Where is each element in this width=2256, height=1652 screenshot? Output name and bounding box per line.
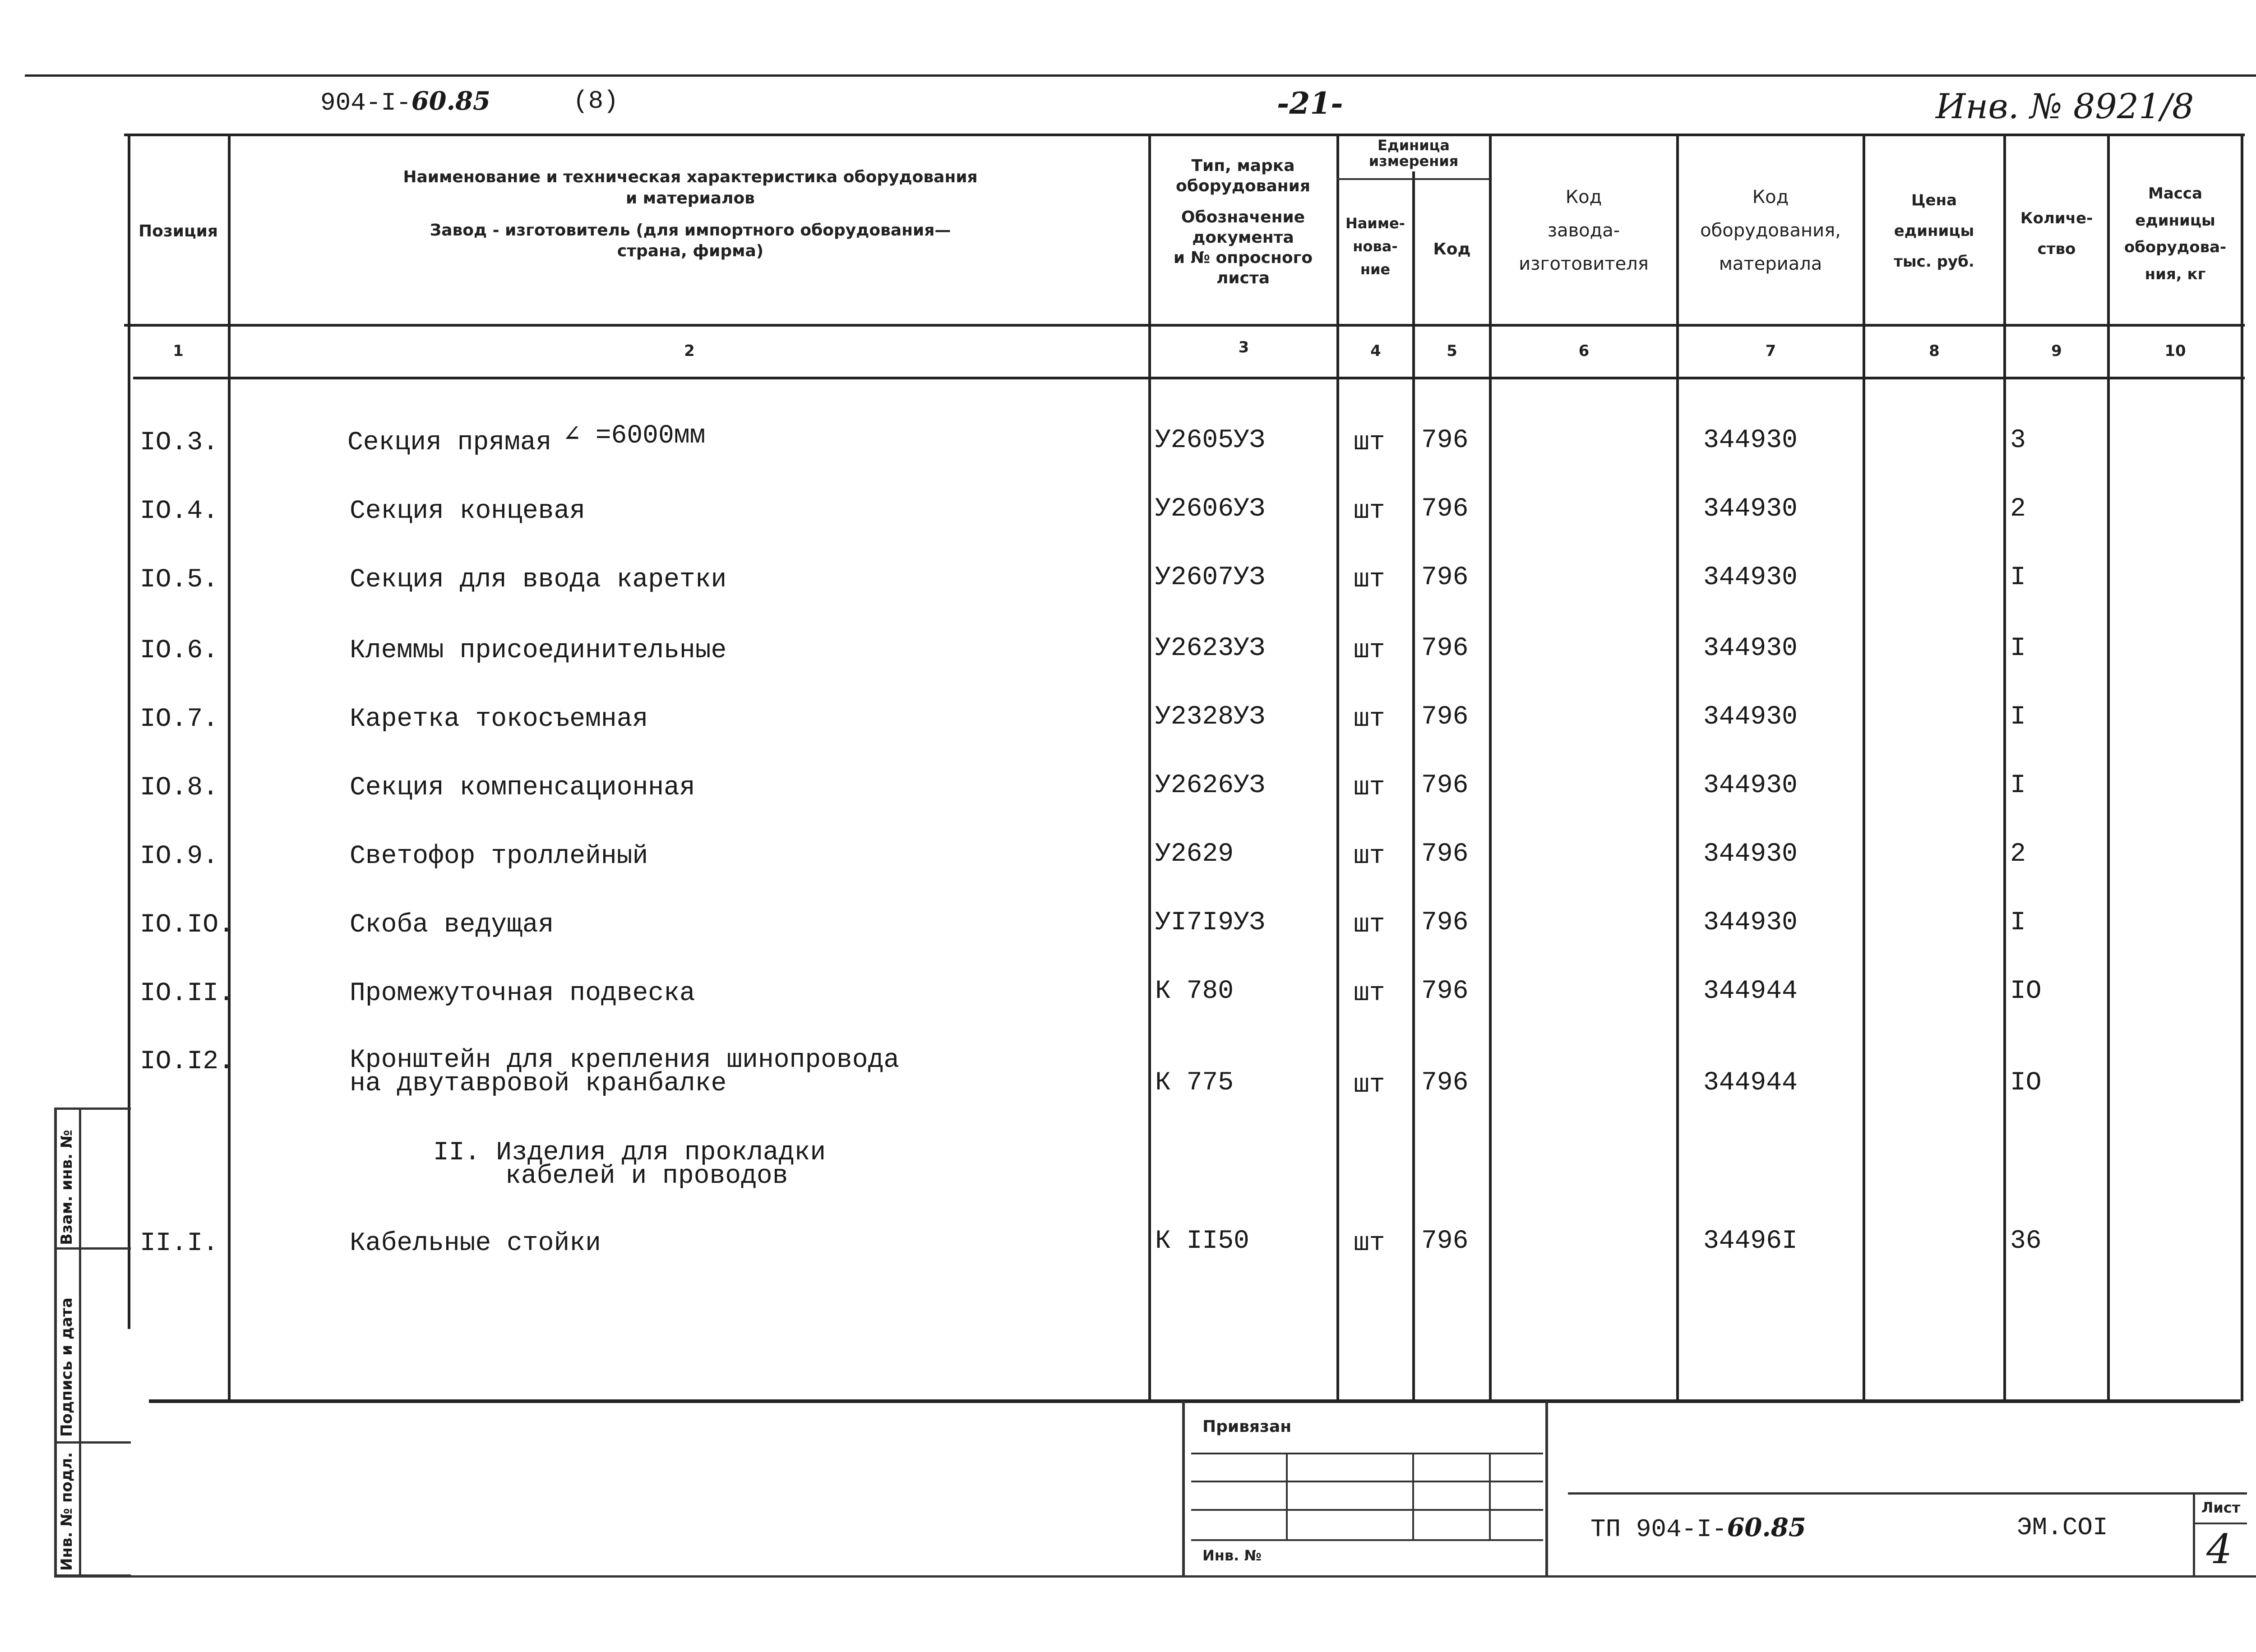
row-equipment-code: 344930 <box>1703 634 1798 663</box>
row-unit: шт <box>1354 979 1385 1008</box>
tp-designation: ТП 904-I-60.85 <box>1590 1513 1806 1544</box>
row-name: Секция прямая <box>347 428 552 457</box>
row-type: У2607УЗ <box>1155 563 1265 592</box>
row-type: У2606УЗ <box>1155 494 1265 524</box>
row-position: IO.6. <box>140 636 219 665</box>
row-position: II.I. <box>140 1229 219 1258</box>
row-unit: шт <box>1354 910 1385 940</box>
row-position: IO.7. <box>140 705 219 734</box>
row-type: К 775 <box>1155 1068 1234 1098</box>
row-name-length: ∠ =6000мм <box>564 421 706 451</box>
col-line-10 <box>2241 134 2243 1401</box>
col-number-5: 5 <box>1447 342 1457 360</box>
row-unit-code: 796 <box>1421 426 1469 455</box>
row-unit: шт <box>1354 705 1385 734</box>
row-unit: шт <box>1354 636 1385 665</box>
row-name: Каретка токосъемная <box>350 705 648 734</box>
header-position: Позиция <box>138 222 218 240</box>
col-number-8: 8 <box>1929 342 1940 360</box>
privyazan-right-line <box>1545 1401 1548 1577</box>
row-unit-code: 796 <box>1421 840 1469 869</box>
variant-number: (8) <box>573 87 619 115</box>
table-bottom-line <box>149 1399 2240 1403</box>
row-name: Клеммы присоединительные <box>350 636 727 665</box>
row-quantity: I <box>2010 563 2026 592</box>
title-block-line <box>1568 1492 2247 1495</box>
inventory-number: Инв. № 8921/8 <box>1936 86 2194 126</box>
row-equipment-code: 344930 <box>1703 563 1798 592</box>
top-border-line <box>25 74 2256 77</box>
row-equipment-code: 344930 <box>1703 494 1798 524</box>
row-unit-code: 796 <box>1421 908 1469 937</box>
row-unit-code: 796 <box>1421 702 1469 732</box>
table-top-line <box>124 134 2245 136</box>
row-name: Секция концевая <box>350 497 586 526</box>
privyazan-grid-col-3 <box>1489 1453 1491 1541</box>
stamp-top-line <box>54 1107 131 1110</box>
row-unit-code: 796 <box>1421 634 1469 663</box>
header-unit: Единица измерения <box>1368 137 1459 170</box>
row-unit: шт <box>1354 842 1385 871</box>
col-line-3 <box>1336 134 1339 1401</box>
col-number-3: 3 <box>1238 338 1249 356</box>
unit-subheader-line <box>1336 178 1489 180</box>
header-quantity: Количе- ство <box>2020 209 2093 258</box>
col-number-7: 7 <box>1765 342 1776 360</box>
col-line-7 <box>1863 134 1865 1401</box>
row-quantity: 36 <box>2010 1227 2042 1256</box>
row-equipment-code: 344930 <box>1703 426 1798 455</box>
row-equipment-code: 34496I <box>1703 1227 1798 1256</box>
stamp-inner-line <box>79 1107 81 1577</box>
row-equipment-code: 344930 <box>1703 771 1798 800</box>
row-quantity: IO <box>2010 1068 2042 1098</box>
col-line-2 <box>1148 134 1151 1401</box>
row-quantity: I <box>2010 634 2026 663</box>
row-type: У2626УЗ <box>1155 771 1265 800</box>
privyazan-label: Привязан <box>1202 1417 1292 1436</box>
row-name: Секция компенсационная <box>350 773 695 803</box>
row-type: У2623УЗ <box>1155 634 1265 663</box>
header-price: Цена единицы тыс. руб. <box>1894 191 1974 271</box>
col-line-0 <box>128 134 130 1329</box>
col-number-6: 6 <box>1578 342 1590 360</box>
header-unit-name: Наиме- нова- ние <box>1345 215 1405 278</box>
row-unit: шт <box>1354 1071 1385 1100</box>
privyazan-left-line <box>1182 1401 1185 1577</box>
row-unit-code: 796 <box>1421 494 1469 524</box>
row-position: IO.8. <box>140 773 219 803</box>
col-line-5 <box>1489 134 1492 1401</box>
row-type: К II50 <box>1155 1227 1249 1256</box>
row-name: Промежуточная подвеска <box>350 979 695 1008</box>
doc-series: 904-I-60.85 <box>320 86 490 117</box>
stamp-outer-left-line <box>54 1107 57 1577</box>
doc-number-handwritten: 60.85 <box>411 86 490 116</box>
list-cell-divider <box>2193 1523 2247 1524</box>
col-number-2: 2 <box>684 342 695 360</box>
row-equipment-code: 344944 <box>1703 977 1798 1006</box>
row-type: К 780 <box>1155 977 1234 1006</box>
row-position: IO.IO. <box>140 910 234 940</box>
privyazan-grid-col-2 <box>1412 1453 1414 1541</box>
header-type: Тип, марка оборудования Обозначение документа и № опросного листа <box>1173 157 1313 287</box>
row-name: Секция для ввода каретки <box>350 565 727 595</box>
row-unit: шт <box>1354 565 1385 595</box>
row-unit-code: 796 <box>1421 563 1469 592</box>
col-line-1 <box>228 134 231 1401</box>
row-position: IO.4. <box>140 497 219 526</box>
row-position: IO.3. <box>140 428 219 457</box>
col-number-4: 4 <box>1370 342 1381 360</box>
row-unit: шт <box>1354 497 1385 526</box>
row-name: Скоба ведущая <box>350 910 554 940</box>
col-line-9 <box>2107 134 2110 1401</box>
row-quantity: 3 <box>2010 426 2026 455</box>
list-label: Лист <box>2201 1499 2241 1516</box>
stamp-podpis-data: Подпись и дата <box>58 1297 76 1437</box>
row-quantity: I <box>2010 702 2026 732</box>
row-name: Светофор троллейный <box>350 842 648 871</box>
row-equipment-code: 344930 <box>1703 908 1798 937</box>
row-unit: шт <box>1354 1229 1385 1258</box>
row-equipment-code: 344930 <box>1703 702 1798 732</box>
row-type: УI7I9УЗ <box>1155 908 1265 937</box>
row-quantity: 2 <box>2010 840 2026 869</box>
privyazan-grid-col-1 <box>1286 1453 1288 1541</box>
section-heading: II. Изделия для прокладки кабелей и проводов <box>433 1138 826 1191</box>
col-number-9: 9 <box>2051 342 2062 360</box>
row-unit-code: 796 <box>1421 977 1469 1006</box>
row-type: У2629 <box>1155 840 1234 869</box>
row-type: У2328УЗ <box>1155 702 1265 732</box>
page-number: -21- <box>1277 86 1343 121</box>
row-unit-code: 796 <box>1421 1068 1469 1098</box>
stamp-inv-podl: Инв. № подл. <box>58 1452 76 1571</box>
numbering-separator-line <box>133 377 2245 379</box>
row-quantity: I <box>2010 771 2026 800</box>
row-name: Кабельные стойки <box>350 1229 601 1258</box>
col-line-8 <box>2003 134 2006 1401</box>
header-equipment-code: Код оборудования, материала <box>1700 187 1841 274</box>
col-number-1: 1 <box>173 342 184 360</box>
row-unit: шт <box>1354 428 1385 457</box>
col-number-10: 10 <box>2164 342 2186 360</box>
row-position: IO.I2. <box>140 1047 234 1076</box>
col-line-6 <box>1676 134 1679 1401</box>
row-equipment-code: 344944 <box>1703 1068 1798 1098</box>
header-plant-code: Код завода- изготовителя <box>1519 187 1649 274</box>
stamp-divider-1 <box>54 1247 131 1250</box>
list-number: 4 <box>2206 1526 2233 1573</box>
row-quantity: I <box>2010 908 2026 937</box>
tp-number-handwritten: 60.85 <box>1727 1513 1806 1542</box>
inv-no-label: Инв. № <box>1202 1547 1262 1564</box>
row-type: У2605УЗ <box>1155 426 1265 455</box>
sheet-bottom-line <box>54 1575 2256 1578</box>
header-name: Наименование и техническая характеристика оборудования и материалов Завод - изготовитель (для импортного оборудования— страна, фирма) <box>403 168 978 261</box>
stamp-divider-2 <box>54 1441 131 1444</box>
row-equipment-code: 344930 <box>1703 840 1798 869</box>
stamp-vzam-inv: Взам. инв. № <box>58 1130 76 1245</box>
sheet-code: ЭМ.COI <box>2017 1513 2108 1542</box>
header-unit-code: Код <box>1433 240 1471 258</box>
row-quantity: IO <box>2010 977 2042 1006</box>
row-unit: шт <box>1354 773 1385 803</box>
row-quantity: 2 <box>2010 494 2026 524</box>
row-unit-code: 796 <box>1421 1227 1469 1256</box>
list-cell-left-line <box>2193 1493 2195 1577</box>
row-unit-code: 796 <box>1421 771 1469 800</box>
header-mass: Масса единицы оборудова- ния, кг <box>2124 185 2227 283</box>
row-position: IO.5. <box>140 565 219 595</box>
row-position: IO.II. <box>140 979 234 1008</box>
row-position: IO.9. <box>140 842 219 871</box>
header-separator-line <box>124 324 2245 327</box>
row-name: Кронштейн для крепления шинопровода на двутавровой кранбалке <box>350 1046 900 1099</box>
